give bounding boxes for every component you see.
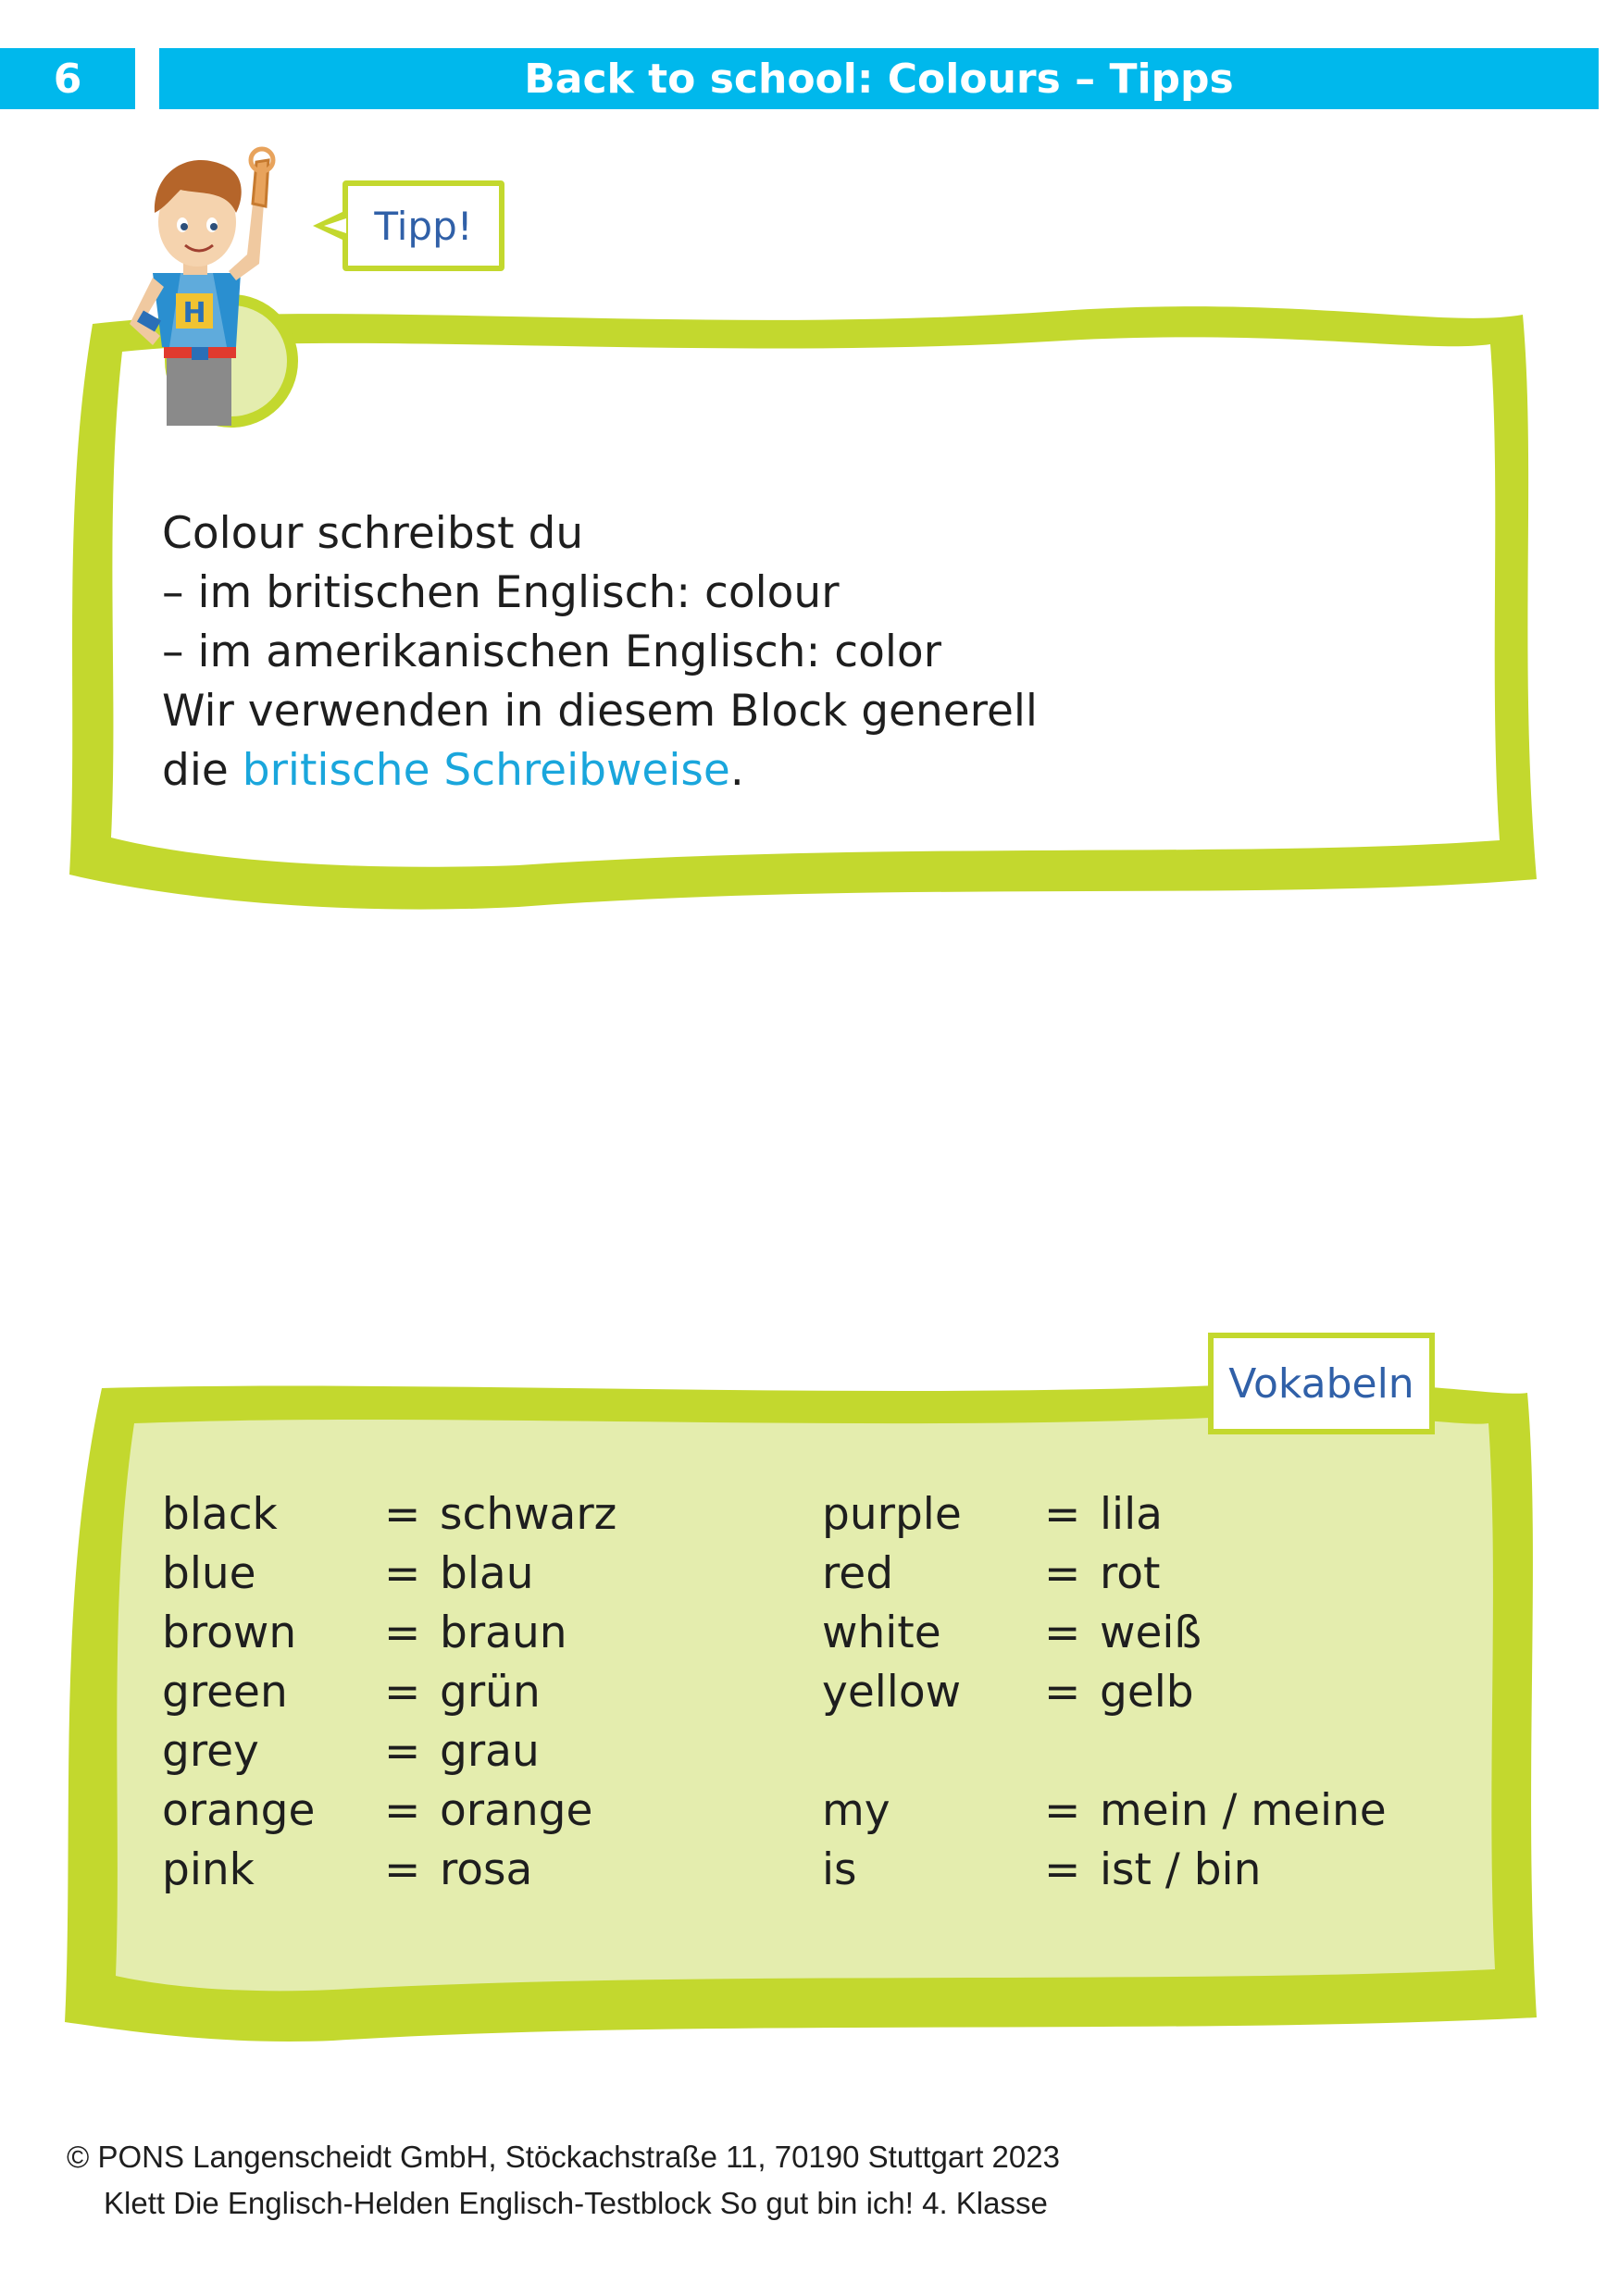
vocab-de: grau (440, 1726, 540, 1777)
vocab-de: gelb (1100, 1667, 1194, 1718)
vocab-eq: = (384, 1607, 421, 1658)
vocab-row (822, 1841, 1387, 1900)
vocab-de: blau (440, 1548, 534, 1599)
vocab-column-left (162, 1485, 616, 1900)
vocab-eq: = (384, 1667, 421, 1718)
vocab-row (822, 1545, 1387, 1604)
vocab-de: ist / bin (1100, 1844, 1262, 1895)
vocab-en: purple (822, 1489, 962, 1540)
tip-line-suffix: . (729, 745, 744, 796)
vocab-en: black (162, 1489, 278, 1540)
vocab-row (162, 1545, 616, 1604)
vocab-eq: = (1044, 1489, 1081, 1540)
vocab-de: braun (440, 1607, 567, 1658)
vocab-de: rot (1100, 1548, 1161, 1599)
vocab-de: orange (440, 1785, 593, 1836)
tip-line-last (162, 741, 1038, 800)
vocab-column-right (822, 1485, 1387, 1900)
footer (67, 2134, 1060, 2227)
vocab-eq: = (384, 1548, 421, 1599)
vocab-eq: = (1044, 1785, 1081, 1836)
tip-line: Wir verwenden in diesem Block generell (162, 686, 1038, 737)
vocab-de: rosa (440, 1844, 533, 1895)
vocab-row (822, 1663, 1387, 1722)
vocab-eq: = (1044, 1607, 1081, 1658)
vocab-en: blue (162, 1548, 256, 1599)
vocab-de: mein / meine (1100, 1785, 1387, 1836)
tipp-bubble (342, 180, 504, 271)
vocab-row (162, 1781, 616, 1841)
tip-line-prefix: die (162, 745, 243, 796)
tip-line: – im amerikanischen Englisch: color (162, 627, 941, 677)
vocab-en: brown (162, 1607, 297, 1658)
page-number: 6 (0, 48, 135, 109)
vocab-eq: = (384, 1489, 421, 1540)
vocab-en: grey (162, 1726, 259, 1777)
vocab-de: grün (440, 1667, 541, 1718)
footer-book-title: Klett Die Englisch-Helden Englisch-Testblock So gut bin ich! 4. Klasse (104, 2186, 1048, 2220)
vocab-en: yellow (822, 1667, 962, 1718)
vocab-label: Vokabeln (1208, 1333, 1435, 1434)
vocab-en: orange (162, 1785, 316, 1836)
tip-highlight: britische Schreibweise (242, 745, 730, 796)
vocab-eq: = (1044, 1667, 1081, 1718)
vocab-en: is (822, 1844, 857, 1895)
footer-copyright: © PONS Langenscheidt GmbH, Stöckachstraße 11, 70190 Stuttgart 2023 (67, 2140, 1060, 2174)
tip-line: Colour schreibst du (162, 508, 584, 559)
vocab-row (162, 1485, 616, 1545)
page-title: Back to school: Colours – Tipps (159, 48, 1599, 109)
vocab-en: my (822, 1785, 890, 1836)
vocab-row-empty (822, 1722, 1387, 1781)
vocab-eq: = (384, 1785, 421, 1836)
vocab-row (162, 1663, 616, 1722)
vocab-de: weiß (1100, 1607, 1202, 1658)
vocab-eq (1044, 1722, 1100, 1781)
vocab-de: lila (1100, 1489, 1163, 1540)
svg-text:H: H (182, 297, 206, 329)
vocab-row (162, 1841, 616, 1900)
vocab-eq: = (384, 1726, 421, 1777)
tip-text (162, 504, 1038, 800)
vocab-row (822, 1604, 1387, 1663)
vocab-en: red (822, 1548, 894, 1599)
vocab-eq: = (384, 1844, 421, 1895)
vocab-en: pink (162, 1844, 255, 1895)
vocab-eq: = (1044, 1548, 1081, 1599)
vocab-row (162, 1722, 616, 1781)
vocab-row (822, 1485, 1387, 1545)
tipp-label: Tipp! (374, 203, 473, 249)
vocab-row (162, 1604, 616, 1663)
hero-character-illustration (88, 125, 319, 430)
vocab-en: green (162, 1667, 288, 1718)
vocab-eq: = (1044, 1844, 1081, 1895)
vocab-en (822, 1722, 1044, 1781)
vocab-de: schwarz (440, 1489, 617, 1540)
vocab-row (822, 1781, 1387, 1841)
tip-line: – im britischen Englisch: colour (162, 567, 840, 618)
vocab-en: white (822, 1607, 941, 1658)
bubble-tail-inner (324, 218, 346, 233)
